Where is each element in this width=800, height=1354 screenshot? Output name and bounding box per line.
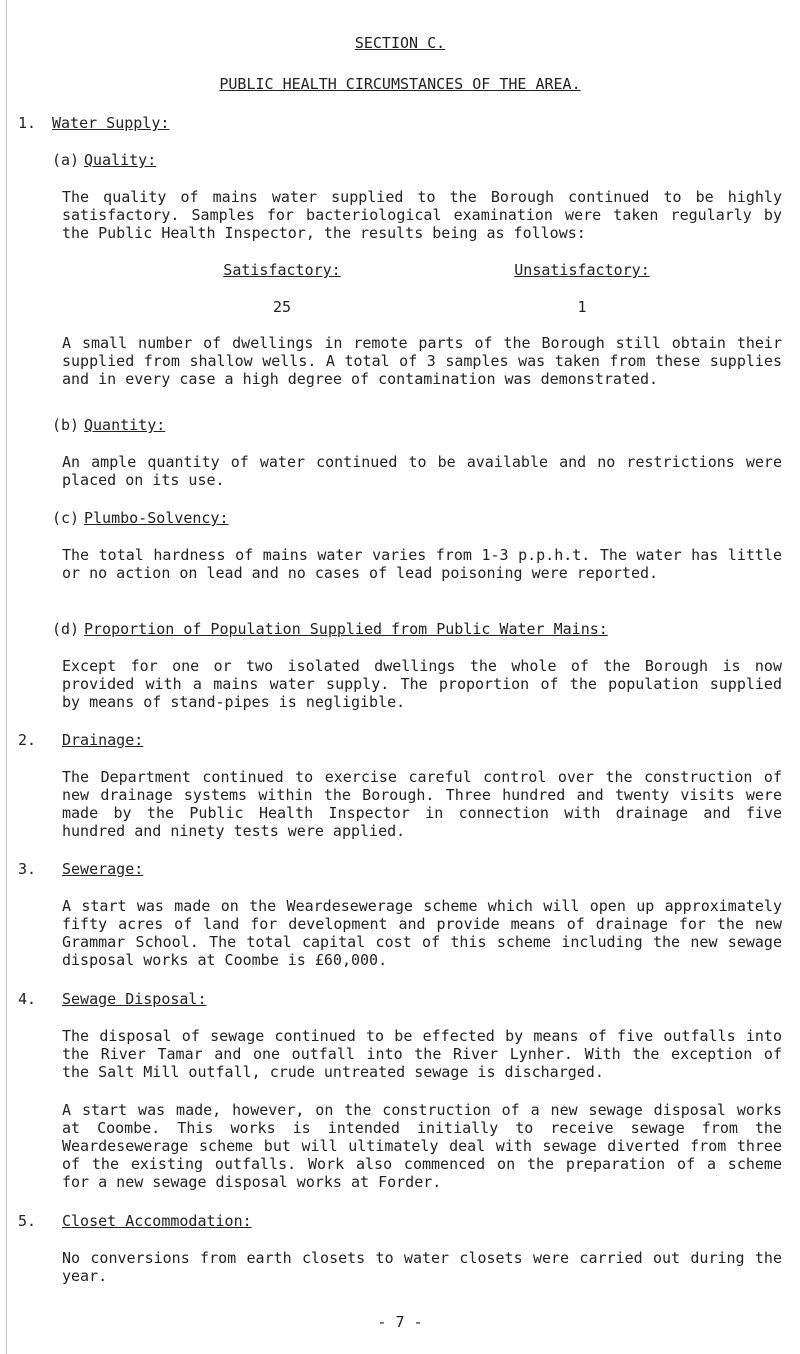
subsection-title: Plumbo-Solvency: <box>84 509 229 527</box>
paragraph: A start was made, however, on the construction of a new sewage disposal works at Coombe. This works is intended initially to receive sewage from the Weardesewerage scheme but will ultimately deal with sewage diverted from three of the existing outfalls. Work also commenced on the preparation of a scheme for a new sewage disposal works at Forder. <box>62 1101 782 1191</box>
paragraph: An ample quantity of water continued to be available and no restrictions were placed on its use. <box>62 453 782 489</box>
section-heading: SECTION C. <box>354 34 446 52</box>
unsatisfactory-value: 1 <box>577 298 587 316</box>
subsection-title: Quality: <box>84 151 157 169</box>
item-heading: Closet Accommodation: <box>62 1212 252 1230</box>
item-number: 2. <box>18 731 37 749</box>
satisfactory-label: Satisfactory: <box>223 261 341 279</box>
page-number: - 7 - <box>377 1313 423 1331</box>
paragraph: The Department continued to exercise careful control over the construction of new drainage systems within the Borough. Three hundred and twenty visits were made by the Public Health Inspector in connection with drainage and five hundred and ninety tests were applied. <box>62 768 782 840</box>
subsection-title: Quantity: <box>84 416 166 434</box>
left-margin-line <box>6 0 7 1354</box>
item-number: 3. <box>18 860 37 878</box>
item-heading: Sewerage: <box>62 860 144 878</box>
subsection-label: (b) <box>52 416 80 434</box>
unsatisfactory-label: Unsatisfactory: <box>514 261 650 279</box>
paragraph: Except for one or two isolated dwellings the whole of the Borough is now provided with a mains water supply. The proportion of the population supplied by means of stand-pipes is negligible. <box>62 657 782 711</box>
item-number: 1. <box>18 114 37 132</box>
paragraph: The quality of mains water supplied to the Borough continued to be highly satisfactory. Samples for bacteriological examination were taken regularly by the Public Health Inspector, the results being as follows: <box>62 188 782 242</box>
page-title: PUBLIC HEALTH CIRCUMSTANCES OF THE AREA. <box>219 75 581 93</box>
item-heading: Water Supply: <box>52 114 170 132</box>
subsection-label: (c) <box>52 509 80 527</box>
paragraph: A small number of dwellings in remote parts of the Borough still obtain their supplied from shallow wells. A total of 3 samples was taken from these supplies and in every case a high degree of contamination was demonstrated. <box>62 334 782 388</box>
item-number: 5. <box>18 1212 37 1230</box>
subsection-title: Proportion of Population Supplied from Public Water Mains: <box>84 620 608 638</box>
paragraph: The total hardness of mains water varies from 1-3 p.p.h.t. The water has little or no action on lead and no cases of lead poisoning were reported. <box>62 546 782 582</box>
item-heading: Drainage: <box>62 731 144 749</box>
subsection-label: (a) <box>52 151 80 169</box>
item-number: 4. <box>18 990 37 1008</box>
subsection-label: (d) <box>52 620 80 638</box>
satisfactory-value: 25 <box>272 298 292 316</box>
paragraph: The disposal of sewage continued to be effected by means of five outfalls into the River Tamar and one outfall into the River Lynher. With the exception of the Salt Mill outfall, crude untreated sewage is discharged. <box>62 1027 782 1081</box>
item-heading: Sewage Disposal: <box>62 990 207 1008</box>
paragraph: A start was made on the Weardesewerage scheme which will open up approximately fifty acres of land for development and provide means of drainage for the new Grammar School. The total capital cost of this scheme including the new sewage disposal works at Coombe is £60,000. <box>62 897 782 969</box>
paragraph: No conversions from earth closets to water closets were carried out during the year. <box>62 1249 782 1285</box>
